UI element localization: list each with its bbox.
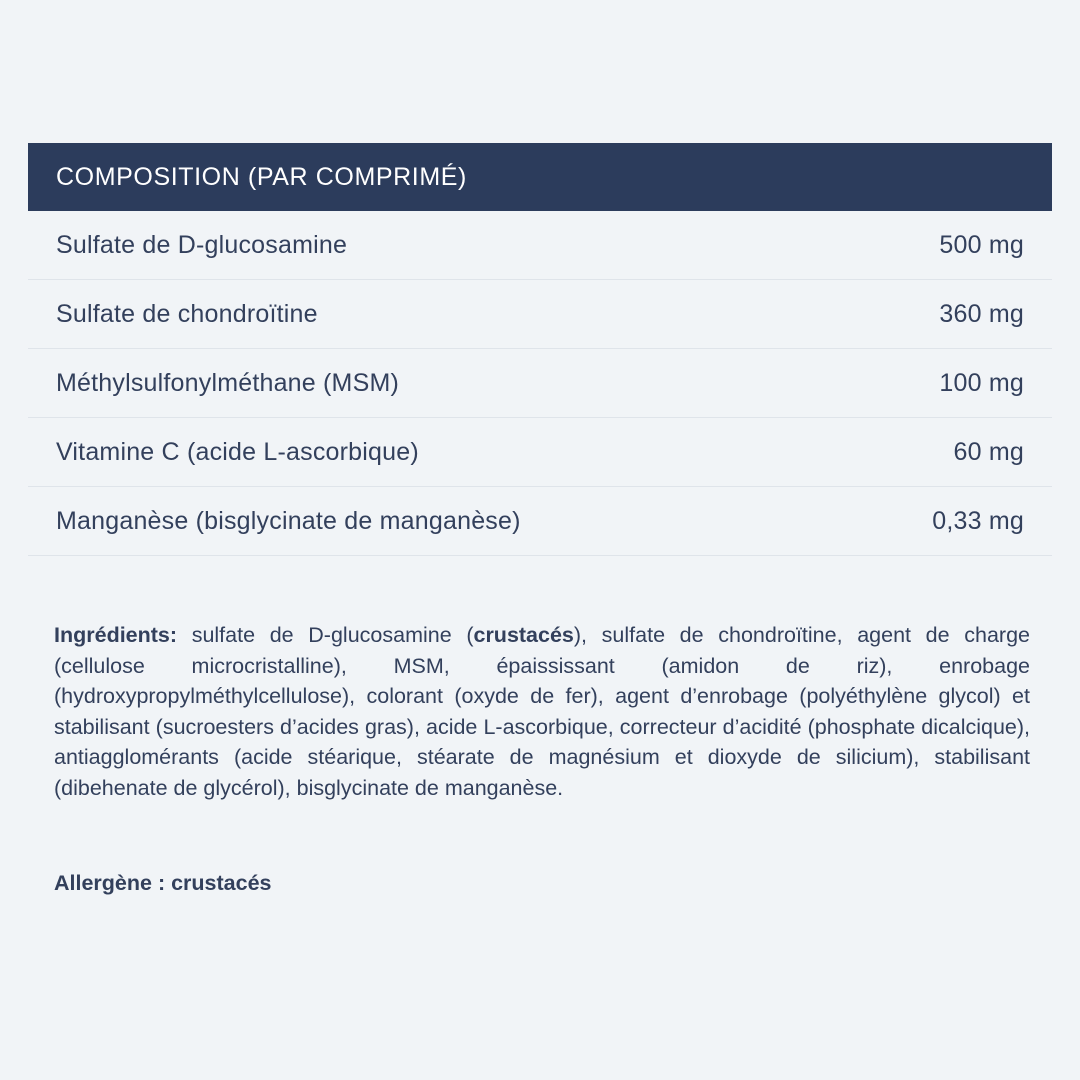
ingredients-text-part1: sulfate de D-glucosamine ( — [177, 623, 474, 647]
table-row — [28, 418, 1052, 487]
composition-title: COMPOSITION (PAR COMPRIMÉ) — [56, 162, 467, 191]
ingredient-name: Sulfate de chondroïtine — [56, 299, 318, 328]
table-row — [28, 487, 1052, 556]
ingredients-label: Ingrédients: — [54, 623, 178, 647]
ingredient-name: Sulfate de D-glucosamine — [56, 230, 348, 259]
allergen-statement: Allergène : crustacés — [54, 871, 272, 895]
ingredients-allergen-highlight: crustacés — [473, 623, 574, 647]
ingredient-name: Manganèse (bisglycinate de manganèse) — [56, 506, 521, 535]
composition-panel — [28, 143, 1052, 556]
ingredient-amount: 360 mg — [939, 299, 1024, 328]
ingredient-amount: 500 mg — [939, 230, 1024, 259]
ingredient-name: Méthylsulfonylméthane (MSM) — [56, 368, 400, 397]
table-row — [28, 211, 1052, 280]
ingredient-amount: 100 mg — [939, 368, 1024, 397]
ingredients-block — [54, 620, 1030, 803]
table-row — [28, 280, 1052, 349]
ingredient-amount: 60 mg — [953, 437, 1024, 466]
ingredient-amount: 0,33 mg — [932, 506, 1024, 535]
ingredients-paragraph — [54, 620, 1030, 803]
ingredients-text-part2: ), sulfate de chondroïtine, agent de charge (cellulose microcristalline), MSM, épaississant (amidon de riz), enrobage (hydroxypropylméthylcellulose), colorant (oxyde de fer), agent d’enrobage (polyéthylène glycol) et stabilisant (sucroesters d’acides gras), acide L-ascorbique, correcteur d’acidité (phosphate dicalcique), antiagglomérants (acide stéarique, stéarate de magnésium et dioxyde de silicium), stabilisant (dibehenate de glycérol), bisglycinate de manganèse. — [54, 623, 1030, 800]
composition-table-header — [28, 143, 1052, 211]
table-row — [28, 349, 1052, 418]
composition-table-body — [28, 211, 1052, 556]
ingredient-name: Vitamine C (acide L-ascorbique) — [56, 437, 419, 466]
